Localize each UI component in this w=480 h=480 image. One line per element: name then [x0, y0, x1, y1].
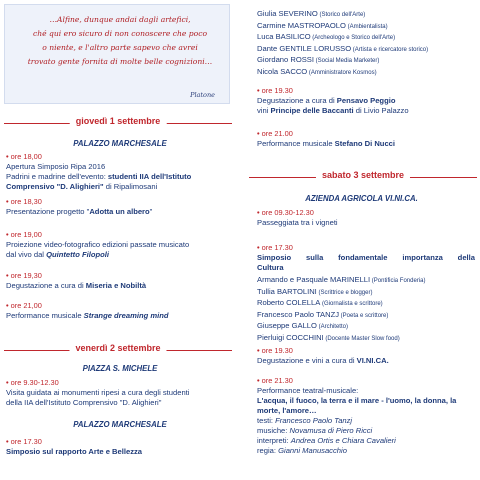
- list-item: Roberto COLELLA (Giornalista e scrittore): [257, 298, 383, 308]
- day-header-1: [4, 116, 232, 132]
- venue-label: AZIENDA AGRICOLA VI.NI.CA.: [305, 194, 418, 203]
- list-item: Dante GENTILE LORUSSO (Artista e ricercatore storico): [257, 43, 429, 53]
- quote-line: o niente, e l'altro parte sapevo che avrei: [42, 43, 198, 52]
- event-text: Performance musicale Stefano Di Nucci: [257, 139, 395, 148]
- credit-line: regia: Gianni Manusacchio: [257, 446, 347, 455]
- event-text: dal vivo dal Quintetto Filopoli: [6, 250, 109, 259]
- event-time: • ore 21.30: [257, 376, 293, 385]
- list-item: Pierluigi COCCHINI (Docente Master Slow food): [257, 332, 400, 342]
- credit-line: testi: Francesco Paolo Tanzj: [257, 416, 353, 425]
- event-time: • ore 17.30: [6, 437, 42, 446]
- credit-line: interpreti: Andrea Ortis e Chiara Cavalieri: [257, 436, 396, 445]
- list-item: Giordano ROSSI (Social Media Marketer): [257, 55, 380, 65]
- event-text: Apertura Simposio Ripa 2016: [6, 162, 106, 171]
- event-title: L'acqua, il fuoco, la terra e il mare - l'uomo, la donna, la: [257, 396, 457, 405]
- event-text: Visita guidata ai monumenti ripesi a cura degli studenti: [6, 388, 190, 397]
- event-text: Comprensivo "D. Alighieri" di Ripalimosani: [6, 182, 158, 191]
- event-text: vini Principe delle Baccanti di Livio Palazzo: [257, 106, 409, 115]
- event-item: [257, 346, 389, 366]
- venue-label: PIAZZA S. MICHELE: [82, 364, 158, 373]
- event-text: Passeggiata tra i vigneti: [257, 218, 338, 227]
- event-time: • ore 21,00: [6, 301, 42, 310]
- event-time: • ore 17.30: [257, 243, 293, 252]
- event-time: • ore 18,30: [6, 197, 42, 206]
- guest-list: [257, 9, 428, 79]
- quote-line: …Alfine, dunque andai dagli artefici,: [49, 15, 191, 24]
- list-item: Nicola SACCO (Amministratore Kosmos): [257, 66, 377, 76]
- event-item: [257, 86, 409, 116]
- event-time: • ore 21.00: [257, 129, 293, 138]
- venue-label: PALAZZO MARCHESALE: [73, 420, 167, 429]
- list-item: Armando e Pasquale MARINELLI (Pontificia Fonderia): [257, 275, 426, 284]
- event-time: • ore 19.30: [257, 346, 293, 355]
- event-text: della IIA dell'Istituto Comprensivo "D. Alighieri": [6, 398, 162, 407]
- day-label: giovedì 1 settembre: [70, 116, 167, 126]
- event-text: Simposio sul rapporto Arte e Bellezza: [6, 447, 143, 456]
- event-title: morte, l'amore…: [257, 406, 317, 415]
- event-item: [6, 271, 146, 291]
- quote-box: [4, 4, 230, 104]
- event-text: Performance teatral-musicale:: [257, 386, 359, 395]
- event-text: Padrini e madrine dell'evento: studenti IIA dell'Istituto: [6, 172, 192, 181]
- list-item: Carmine MASTROPAOLO (Ambientalista): [257, 20, 388, 30]
- event-text: Degustazione a cura di Pensavo Peggio: [257, 96, 396, 105]
- event-time: • ore 09.30-12.30: [257, 208, 314, 217]
- event-text: Proiezione video-fotografico edizioni passate musicato: [6, 240, 190, 249]
- day-label: sabato 3 settembre: [316, 170, 410, 180]
- day-header-3: [249, 170, 477, 186]
- event-time: • ore 19,30: [6, 271, 42, 280]
- event-item: [257, 208, 338, 228]
- speaker-list: [257, 275, 425, 345]
- event-title: Cultura: [257, 263, 284, 272]
- day-label: venerdì 2 settembre: [69, 343, 166, 353]
- event-item: [6, 378, 189, 408]
- day-header-2: [4, 343, 232, 359]
- quote-author: Platone: [190, 91, 215, 99]
- event-item: [6, 152, 191, 192]
- event-item: [257, 376, 456, 456]
- list-item: Giulia SEVERINO (Storico dell'Arte): [257, 9, 366, 18]
- list-item: Tullia BARTOLINI (Scrittrice e blogger): [257, 286, 373, 296]
- list-item: Giuseppe GALLO (Architetto): [257, 321, 348, 331]
- event-text: Performance musicale Strange dreaming mind: [6, 311, 169, 320]
- quote-line: ché qui ero sicuro di non conoscere che poco: [32, 29, 208, 38]
- event-text: Degustazione e vini a cura di VI.NI.CA.: [257, 356, 389, 365]
- event-item: [6, 230, 189, 260]
- event-item: [6, 437, 142, 457]
- list-item: Francesco Paolo TANZJ (Poeta e scrittore): [257, 309, 389, 319]
- event-item: [257, 243, 475, 273]
- event-item: [257, 129, 395, 149]
- quote-line: trovato gente fornita di molte belle cognizioni…: [27, 57, 213, 66]
- event-time: • ore 19.30: [257, 86, 293, 95]
- event-time: • ore 18,00: [6, 152, 42, 161]
- event-text: Presentazione progetto "Adotta un albero": [6, 207, 153, 216]
- event-title: Simposio sulla fondamentale importanza della: [257, 253, 475, 262]
- event-text: Degustazione a cura di Miseria e Nobiltà: [6, 281, 147, 290]
- venue-label: PALAZZO MARCHESALE: [73, 139, 167, 148]
- credit-line: musiche: Novamusa di Piero Ricci: [257, 426, 373, 435]
- quote-text: [13, 13, 227, 69]
- event-time: • ore 19,00: [6, 230, 42, 239]
- list-item: Luca BASILICO (Archeologo e Storico dell'Arte): [257, 32, 396, 42]
- event-item: [6, 197, 152, 217]
- event-time: • ore 9.30-12.30: [6, 378, 59, 387]
- event-item: [6, 301, 168, 321]
